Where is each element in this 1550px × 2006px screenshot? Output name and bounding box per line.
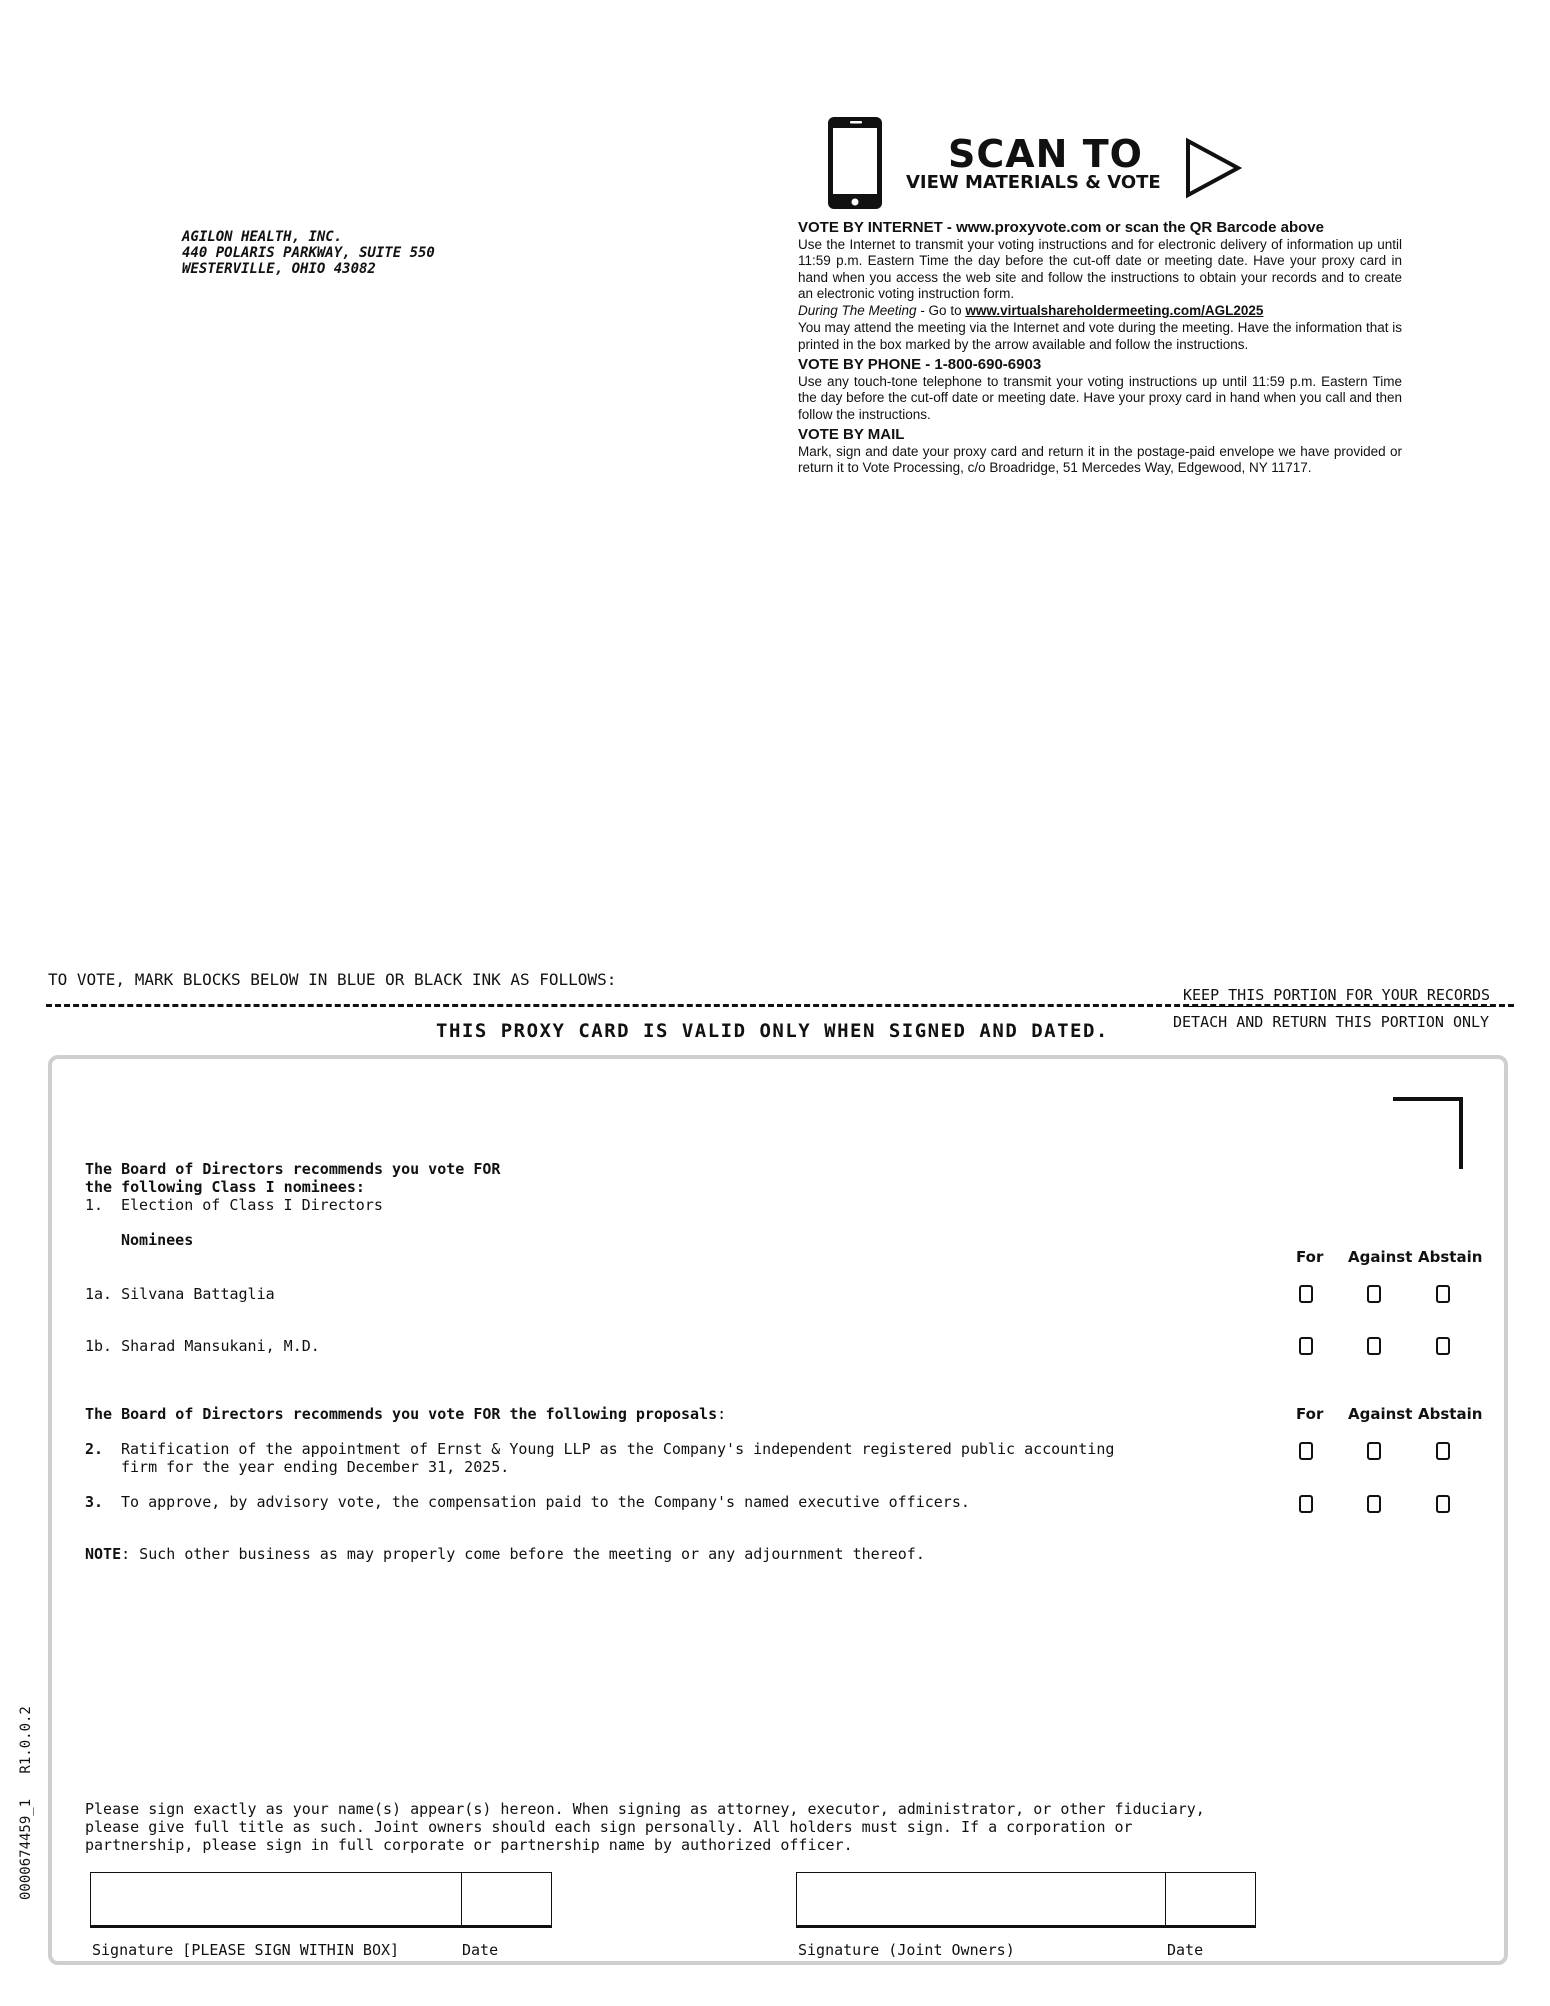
proposal3-number: 3. [85, 1493, 104, 1511]
board-recommendation-line2: the following Class I nominees: [85, 1178, 365, 1196]
phone-heading: VOTE BY PHONE - 1-800-690-6903 [798, 356, 1042, 374]
proposals-recommendation-colon: : [717, 1405, 727, 1423]
scan-title: SCAN TO [948, 132, 1143, 176]
col-abstain-header: Abstain [1418, 1248, 1483, 1266]
nominees-label: Nominees [121, 1231, 194, 1249]
meeting-goto: - Go to [916, 303, 966, 319]
company-address-line2: WESTERVILLE, OHIO 43082 [182, 261, 376, 277]
meeting-url-link[interactable]: www.virtualshareholdermeeting.com/AGL2025 [965, 303, 1264, 319]
proposals-recommendation [85, 1405, 726, 1423]
internet-heading: VOTE BY INTERNET - www.proxyvote.com or scan the QR Barcode above [798, 219, 1324, 236]
smartphone-icon [826, 115, 884, 211]
proposal2-number: 2. [85, 1440, 104, 1458]
item1-title: Election of Class I Directors [121, 1196, 383, 1214]
proposal3-for-checkbox[interactable] [1299, 1495, 1313, 1513]
side-control-code: 0000674459_1 R1.0.0.2 [18, 1706, 34, 1900]
company-address [182, 229, 435, 277]
proposals-recommendation-text: The Board of Directors recommends you vote FOR the following proposals [85, 1405, 718, 1423]
meeting-label: During The Meeting [798, 303, 917, 319]
nominee-1b-for-checkbox[interactable] [1299, 1337, 1313, 1355]
phone-text: Use any touch-tone telephone to transmit your voting instructions up until 11:59 p.m. Eastern Time the day before the cut-off date or meeting date. Have your proxy card in hand when you call and then follow the instructions. [798, 374, 1402, 422]
col-abstain-header-2: Abstain [1418, 1405, 1483, 1423]
nominee-1a-for-checkbox[interactable] [1299, 1285, 1313, 1303]
internet-text: Use the Internet to transmit your voting instructions and for electronic delivery of information up until 11:59 p.m. Eastern Time the day before the cut-off date or meeting date. Have your proxy card in hand when you access the web site and follow the instructions to obtain your records and to create an electronic voting instruction form. [798, 237, 1402, 301]
detach-portion-label: DETACH AND RETURN THIS PORTION ONLY [1173, 1013, 1490, 1031]
proposal3-text: To approve, by advisory vote, the compensation paid to the Company's named executive officers. [121, 1493, 970, 1511]
col-for-header: For [1296, 1248, 1324, 1266]
sign-instructions-line1: Please sign exactly as your name(s) appear(s) hereon. When signing as attorney, executor, administrator, or other fiduciary, [85, 1800, 1205, 1818]
nominee-1b-against-checkbox[interactable] [1367, 1337, 1381, 1355]
meeting-line [798, 303, 1402, 319]
joint-signature-label: Signature (Joint Owners) [798, 1941, 1015, 1959]
date-label: Date [462, 1941, 499, 1959]
nominee-1a-abstain-checkbox[interactable] [1436, 1285, 1450, 1303]
note-text: : Such other business as may properly come before the meeting or any adjournment thereof. [121, 1545, 925, 1563]
meeting-text: You may attend the meeting via the Internet and vote during the meeting. Have the information that is printed in the box marked by the arrow available and follow the instructions. [798, 320, 1402, 352]
board-recommendation-line1: The Board of Directors recommends you vote FOR [85, 1160, 501, 1178]
nominee-1a-against-checkbox[interactable] [1367, 1285, 1381, 1303]
mail-text: Mark, sign and date your proxy card and return it in the postage-paid envelope we have provided or return it to Vote Processing, c/o Broadridge, 51 Mercedes Way, Edgewood, NY 11717. [798, 443, 1402, 476]
signature-label: Signature [PLEASE SIGN WITHIN BOX] [92, 1941, 400, 1959]
detach-line [46, 1004, 1514, 1007]
mail-heading: VOTE BY MAIL [798, 425, 905, 443]
proposal2-line1: Ratification of the appointment of Ernst & Young LLP as the Company's independent registered public accounting [121, 1440, 1115, 1458]
joint-signature-date-divider [1165, 1872, 1166, 1925]
col-against-header: Against [1348, 1248, 1413, 1266]
item1-number: 1. [85, 1196, 104, 1214]
nominee-1b-abstain-checkbox[interactable] [1436, 1337, 1450, 1355]
proposal2-for-checkbox[interactable] [1299, 1442, 1313, 1460]
joint-signature-box[interactable] [796, 1872, 1256, 1928]
company-name: AGILON HEALTH, INC. [182, 229, 343, 245]
nominee-1b: 1b. Sharad Mansukani, M.D. [85, 1337, 320, 1355]
signature-box[interactable] [90, 1872, 552, 1928]
nominee-1a: 1a. Silvana Battaglia [85, 1285, 275, 1303]
signature-date-divider [461, 1872, 462, 1925]
scan-subtitle: VIEW MATERIALS & VOTE [906, 172, 1161, 193]
company-address-line1: 440 POLARIS PARKWAY, SUITE 550 [182, 245, 435, 261]
note-line [85, 1545, 925, 1563]
proposal3-abstain-checkbox[interactable] [1436, 1495, 1450, 1513]
play-arrow-icon [1184, 137, 1242, 199]
valid-notice: THIS PROXY CARD IS VALID ONLY WHEN SIGNED AND DATED. [436, 1020, 1109, 1042]
keep-portion-label: KEEP THIS PORTION FOR YOUR RECORDS [1183, 986, 1490, 1007]
voting-instructions [798, 218, 1402, 477]
mark-instructions: TO VOTE, MARK BLOCKS BELOW IN BLUE OR BLACK INK AS FOLLOWS: [48, 970, 617, 989]
col-for-header-2: For [1296, 1405, 1324, 1423]
proposal2-abstain-checkbox[interactable] [1436, 1442, 1450, 1460]
sign-instructions-line3: partnership, please sign in full corporate or partnership name by authorized officer. [85, 1836, 853, 1854]
proposal2-line2: firm for the year ending December 31, 2025. [121, 1458, 510, 1476]
proposal3-against-checkbox[interactable] [1367, 1495, 1381, 1513]
proposal2-against-checkbox[interactable] [1367, 1442, 1381, 1460]
note-label: NOTE [85, 1545, 122, 1563]
corner-mark-icon [1393, 1097, 1463, 1169]
joint-date-label: Date [1167, 1941, 1204, 1959]
col-against-header-2: Against [1348, 1405, 1413, 1423]
sign-instructions-line2: please give full title as such. Joint owners should each sign personally. All holders must sign. If a corporation or [85, 1818, 1133, 1836]
